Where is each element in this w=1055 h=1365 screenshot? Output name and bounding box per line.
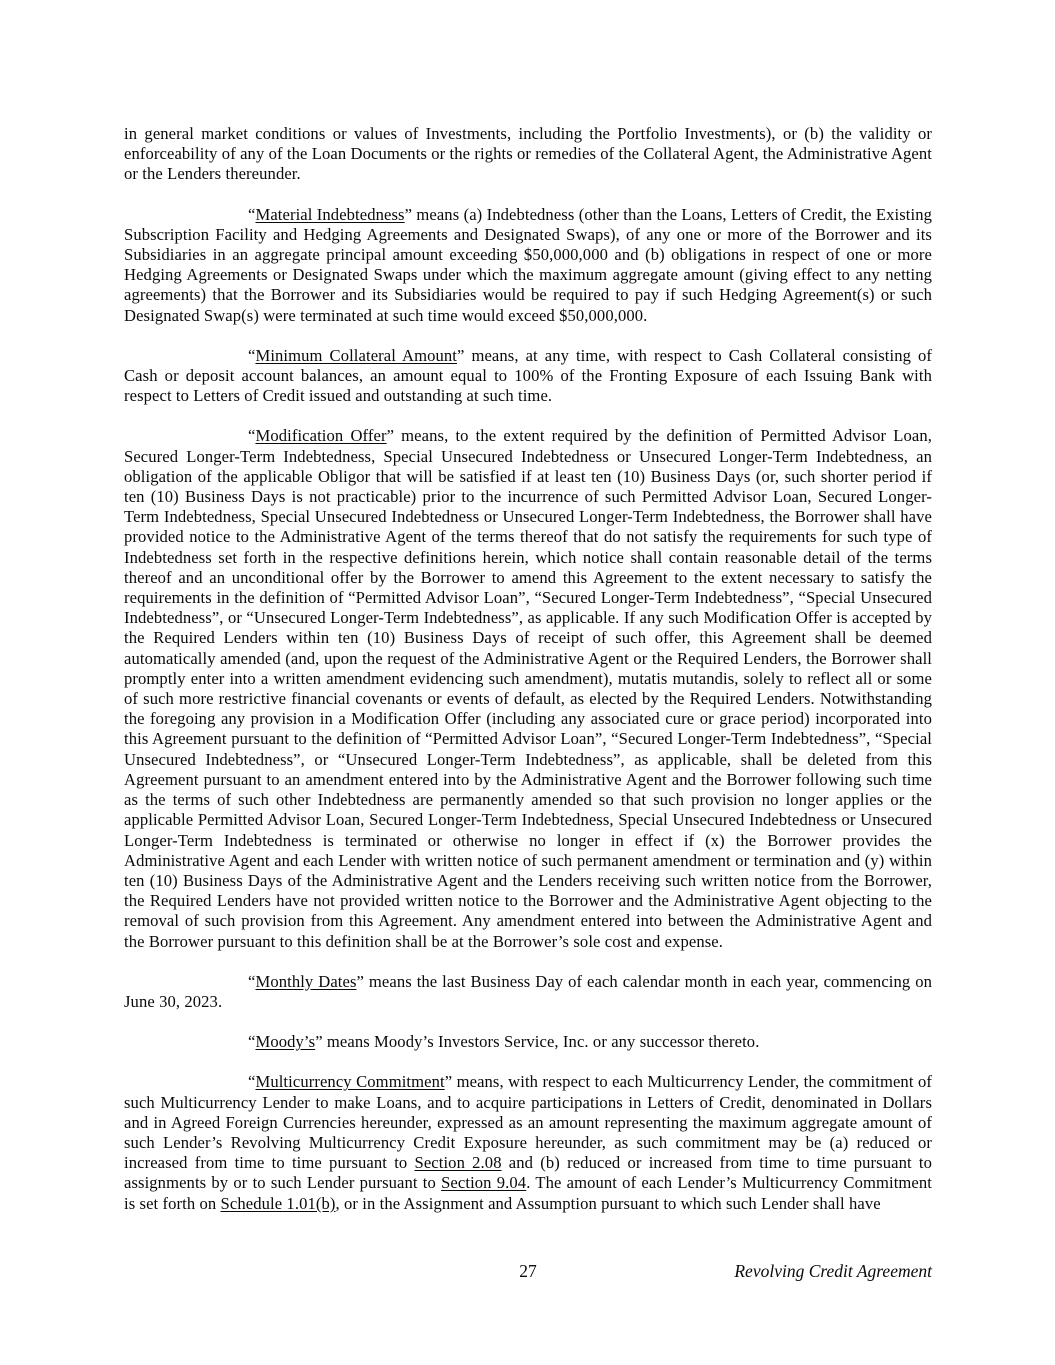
text-segment: “ (248, 1072, 256, 1092)
defined-term: Modification Offer (255, 426, 387, 446)
text-segment: ” means, at any time, with respect to Cash Collateral consisting of Cash or deposit account balances, an amount equal to 100% of the Fronting Exposure of each Issuing Bank with respect to Letters of Credit issued and outstanding at such time. (124, 345, 932, 406)
text-segment: in general market conditions or values of Investments, including the Portfolio Investments), or (b) the validity or enforceability of any of the Loan Documents or the rights or remedies of the Collateral Agent, the Administrative Agent or the Lenders thereunder. (124, 124, 932, 184)
text-segment: “ (248, 204, 256, 224)
page-number: 27 (519, 1261, 537, 1281)
definition-modification-offer (124, 426, 932, 951)
text-segment: ” means the last Business Day of each calendar month in each year, commencing on June 30, 2023. (124, 971, 932, 1011)
text-segment: . The amount of each Lender’s Multicurrency Commitment is set forth on (124, 1173, 933, 1213)
definition-minimum-collateral-amount (124, 346, 932, 407)
defined-term: Multicurrency Commitment (255, 1072, 445, 1092)
document-title: Revolving Credit Agreement (734, 1261, 932, 1281)
text-segment: ” means, to the extent required by the definition of Permitted Advisor Loan, Secured Longer-Term Indebtedness, Special Unsecured Indebtedness or Unsecured Longer-Term Indebtedness, an obligation of the applicable Obligor that will be satisfied if at least ten (10) Business Days (or, such shorter period if ten (10) Business Days is not practicable) prior to the incurrence of such Permitted Advisor Loan, Secured Longer-Term Indebtedness, Special Unsecured Indebtedness or Unsecured Longer-Term Indebtedness, the Borrower shall have provided notice to the Administrative Agent of the terms thereof that do not satisfy the requirements for such type of Indebtedness set forth in the respective definitions herein, which notice shall contain reasonable detail of the terms thereof and an unconditional offer by the Borrower to amend this Agreement to the extent necessary to satisfy the requirements in the definition of “Permitted Advisor Loan”, “Secured Longer-Term Indebtedness”, “Special Unsecured Indebtedness”, or “Unsecured Longer-Term Indebtedness”, as applicable. If any such Modification Offer is accepted by the Required Lenders within ten (10) Business Days of receipt of such offer, this Agreement shall be deemed automatically amended (and, upon the request of the Administrative Agent or the Required Lenders, the Borrower shall promptly enter into a written amendment evidencing such amendment), mutatis mutandis, solely to reflect all or some of such more restrictive financial covenants or events of default, as elected by the Required Lenders. Notwithstanding the foregoing any provision in a Modification Offer (including any associated cure or grace period) incorporated into this Agreement pursuant to the definition of “Permitted Advisor Loan”, “Secured Longer-Term Indebtedness”, “Special Unsecured Indebtedness”, or “Unsecured Longer-Term Indebtedness”, as applicable, shall be deleted from this Agreement pursuant to an amendment entered into by the Administrative Agent and the Borrower following such time as the terms of such other Indebtedness are permanently amended so that such provision no longer applies or the applicable Permitted Advisor Loan, Secured Longer-Term Indebtedness, Special Unsecured Indebtedness or Unsecured Longer-Term Indebtedness is terminated or otherwise no longer in effect if (x) the Borrower provides the Administrative Agent and each Lender with written notice of such permanent amendment or termination and (y) within ten (10) Business Days of the Administrative Agent and the Lenders receiving such written notice from the Borrower, the Required Lenders have not provided written notice to the Borrower and the Administrative Agent objecting to the removal of such provision from this Agreement. Any amendment entered into between the Administrative Agent and the Borrower pursuant to this definition shall be at the Borrower’s sole cost and expense. (124, 426, 932, 951)
text-segment: “ (248, 971, 256, 991)
paragraph-continuation (124, 124, 932, 185)
text-segment: ” means Moody’s Investors Service, Inc. or any successor thereto. (315, 1032, 760, 1052)
text-segment: “ (248, 1032, 256, 1052)
defined-term: Material Indebtedness (255, 204, 405, 224)
definition-material-indebtedness (124, 205, 932, 326)
text-segment: “ (248, 345, 256, 365)
defined-term: Moody’s (255, 1032, 316, 1052)
defined-term: Monthly Dates (255, 971, 357, 991)
text-segment: ” means (a) Indebtedness (other than the Loans, Letters of Credit, the Existing Subscription Facility and Hedging Agreements and Designated Swaps), of any one or more of the Borrower and its Subsidiaries in an aggregate principal amount exceeding $50,000,000 and (b) obligations in respect of one or more Hedging Agreements or Designated Swaps under which the maximum aggregate amount (giving effect to any netting agreements) that the Borrower and its Subsidiaries would be required to pay if such Hedging Agreement(s) or such Designated Swap(s) were terminated at such time would exceed $50,000,000. (124, 204, 932, 325)
page-footer (124, 1261, 932, 1287)
defined-term: Schedule 1.01(b) (220, 1193, 336, 1213)
document-body (124, 124, 932, 1234)
definition-multicurrency-commitment (124, 1072, 932, 1213)
definition-moodys (124, 1032, 932, 1052)
definition-monthly-dates (124, 972, 932, 1012)
defined-term: Minimum Collateral Amount (255, 345, 458, 365)
text-segment: ” means, with respect to each Multicurrency Lender, the commitment of such Multicurrency Lender to make Loans, and to acquire participations in Letters of Credit, denominated in Dollars and in Agreed Foreign Currencies hereunder, expressed as an amount representing the maximum aggregate amount of such Lender’s Revolving Multicurrency Credit Exposure hereunder, as such commitment may be (a) reduced or increased from time to time pursuant to (124, 1072, 932, 1173)
text-segment: and (b) reduced or increased from time to time pursuant to assignments by or to such Lender pursuant to (124, 1153, 933, 1193)
text-segment: “ (248, 426, 256, 446)
text-segment: , or in the Assignment and Assumption pursuant to which such Lender shall have (335, 1193, 881, 1213)
defined-term: Section 9.04 (441, 1173, 527, 1193)
defined-term: Section 2.08 (414, 1153, 502, 1173)
